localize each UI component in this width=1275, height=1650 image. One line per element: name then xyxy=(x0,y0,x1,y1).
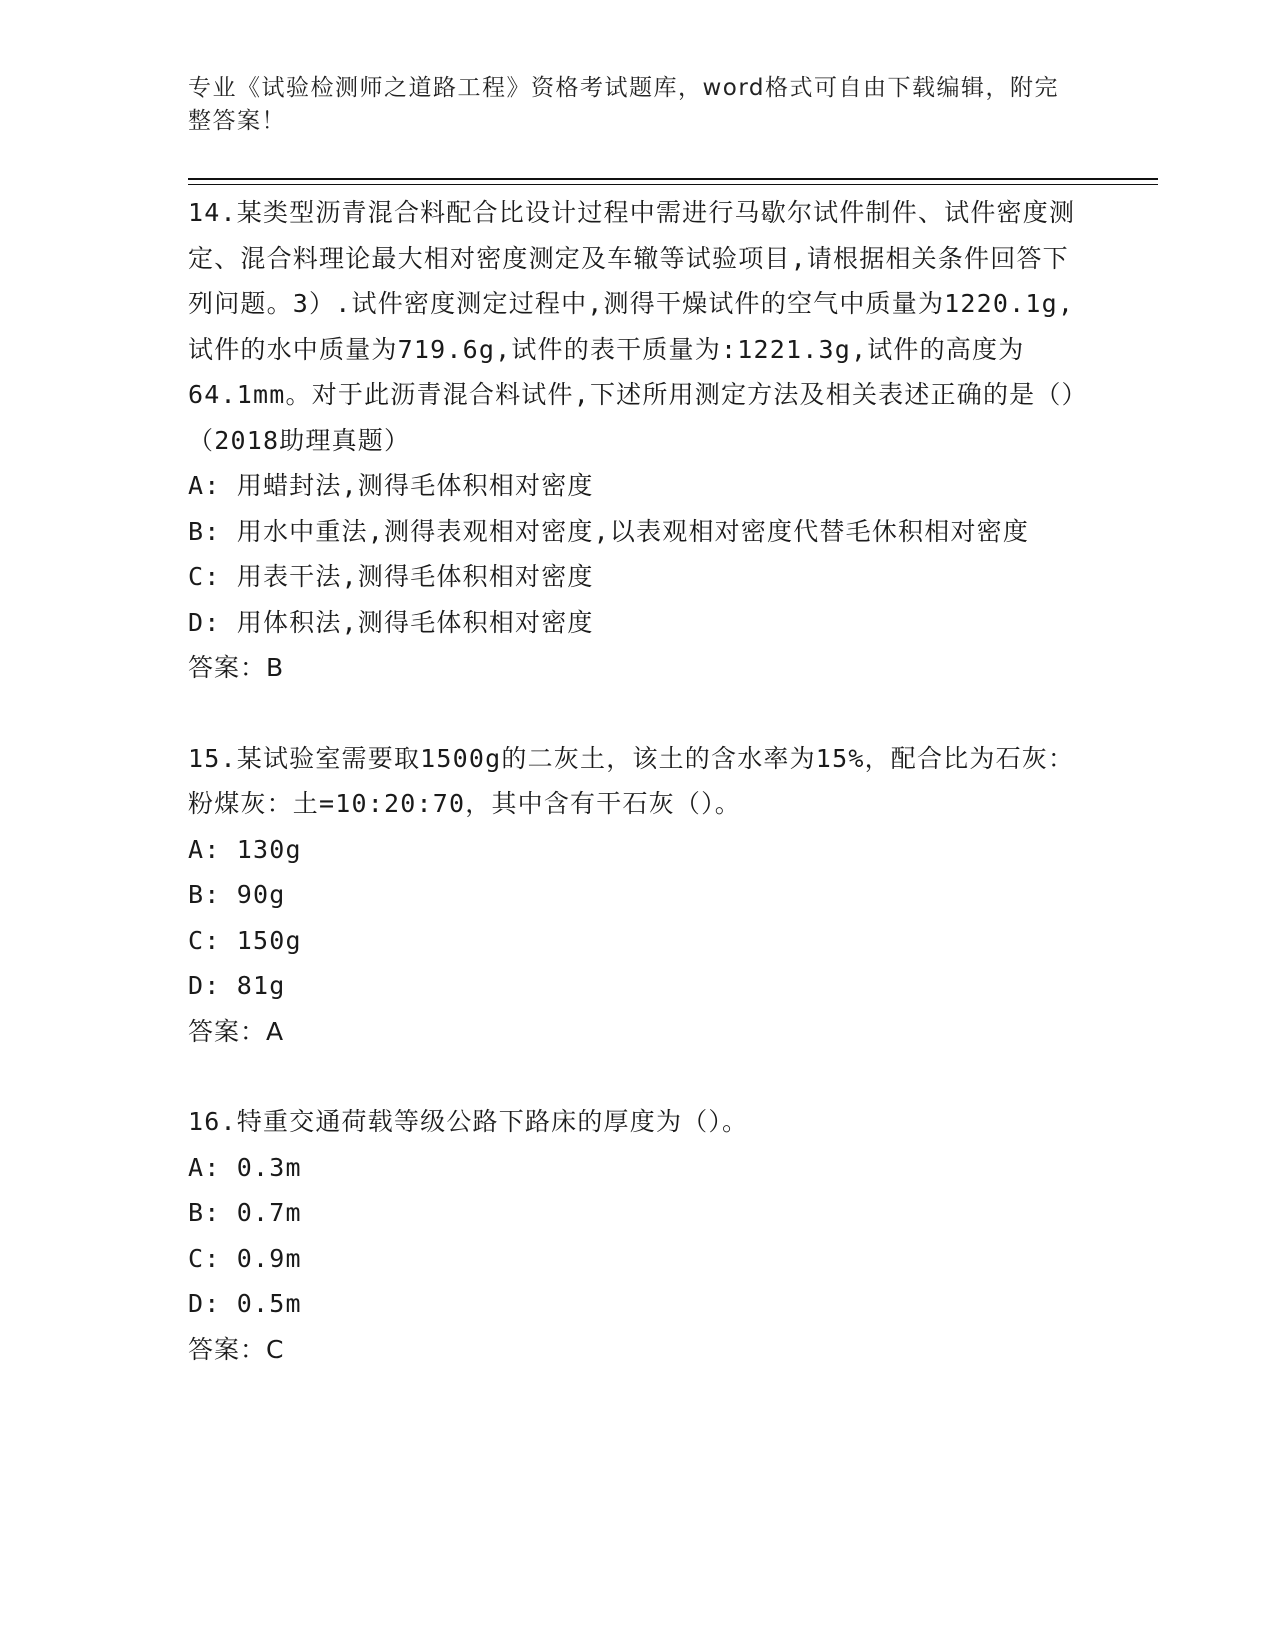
option-b: B: 0.7m xyxy=(188,1198,302,1227)
document-header: 专业《试验检测师之道路工程》资格考试题库，word格式可自由下载编辑，附完整答案！ xyxy=(188,75,1060,134)
question-stem: 15.某试验室需要取1500g的二灰土，该土的含水率为15%，配合比为石灰：粉煤灰：土=10:20:70，其中含有干石灰（）。 xyxy=(188,743,1075,818)
option-a: A: 用蜡封法,测得毛体积相对密度 xyxy=(188,471,594,500)
option-a: A: 130g xyxy=(188,834,302,864)
option-b: B: 90g xyxy=(188,880,286,909)
header-divider-thick xyxy=(188,178,1158,180)
option-d: D: 用体积法,测得毛体积相对密度 xyxy=(188,607,594,637)
option-c: C: 150g xyxy=(188,925,302,955)
question-list xyxy=(188,190,1088,1372)
question-stem: 14.某类型沥青混合料配合比设计过程中需进行马歇尔试件制件、试件密度测定、混合料理论最大相对密度测定及车辙等试验项目,请根据相关条件回答下列问题。3）.试件密度测定过程中,测得干燥试件的空气中质量为1220.1g,试件的水中质量为719.6g,试件的表干质量为:1221.3g,试件的高度为64.1mm。对于此沥青混合料试件,下述所用测定方法及相关表述正确的是（）（2018助理真题） xyxy=(188,198,1088,455)
question-stem: 16.特重交通荷载等级公路下路床的厚度为（）。 xyxy=(188,1107,749,1136)
option-a: A: 0.3m xyxy=(188,1152,302,1182)
question-15 xyxy=(188,736,1088,1055)
option-b: B: 用水中重法,测得表观相对密度,以表观相对密度代替毛休积相对密度 xyxy=(188,516,1030,546)
answer-line: 答案：A xyxy=(188,1016,285,1046)
answer-line: 答案：C xyxy=(188,1334,285,1364)
question-14 xyxy=(188,190,1088,691)
option-c: C: 0.9m xyxy=(188,1243,302,1273)
header-divider-thin xyxy=(188,184,1158,185)
option-c: C: 用表干法,测得毛体积相对密度 xyxy=(188,562,594,591)
question-16 xyxy=(188,1099,1088,1372)
option-d: D: 0.5m xyxy=(188,1289,302,1318)
option-d: D: 81g xyxy=(188,971,286,1000)
answer-line: 答案：B xyxy=(188,653,285,682)
